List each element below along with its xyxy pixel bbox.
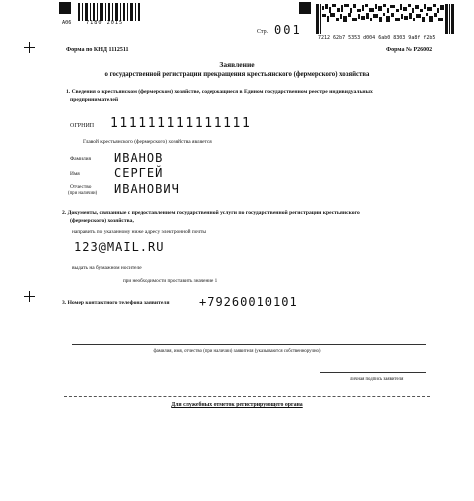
patronymic-label: Отчество (70, 184, 92, 190)
document-title: Заявление (219, 60, 255, 69)
surname-label: Фамилия (70, 156, 92, 162)
registration-cross-mid (24, 291, 35, 302)
left-barcode-digits: 7180 2015 (86, 20, 124, 26)
fio-caption: фамилия, имя, отчество (при наличии) заявителя (указываются собственноручно) (153, 349, 321, 354)
section2-heading: 2. Документы, связанные с предоставлением государственной услуги по государственной регистрации крестьянского (62, 210, 360, 216)
form-knd: Форма по КНД 1112511 (66, 47, 129, 53)
ogrnip-field[interactable]: 111111111111111 (110, 116, 252, 131)
page-label: Стр. (257, 29, 269, 35)
email-note: направить по указанному ниже адресу электронной почты (72, 229, 207, 235)
patronymic-field[interactable]: ИВАНОВИЧ (114, 182, 180, 196)
email-field[interactable]: 123@MAIL.RU (74, 240, 165, 254)
fio-line (72, 344, 426, 345)
ogrnip-label: ОГРНИП (70, 123, 95, 129)
registration-cross-top (24, 42, 35, 53)
name-field[interactable]: СЕРГЕЙ (114, 166, 164, 180)
phone-field[interactable]: +79260010101 (199, 295, 298, 309)
surname-field[interactable]: ИВАНОВ (114, 151, 164, 165)
page-number: 001 (274, 23, 302, 37)
corner-marker-tr (299, 2, 311, 14)
section1-heading-cont: предпринимателей (70, 97, 119, 103)
paper-note: выдать на бумажном носителе (72, 265, 142, 271)
corner-marker-tl (59, 2, 71, 14)
cut-line (64, 396, 430, 397)
head-note: Главой крестьянского (фермерского) хозяйства является (83, 139, 212, 145)
right-2d-barcode (316, 4, 454, 34)
official-note: Для служебных отметок регистрирующего органа (171, 402, 303, 408)
signature-caption: личная подпись заявителя (350, 377, 404, 382)
paper-hint: при необходимости проставить значение 1 (123, 278, 218, 284)
section3-heading: 3. Номер контактного телефона заявителя (62, 300, 170, 306)
section2-heading-cont: (фермерского) хозяйства, (70, 218, 134, 224)
right-barcode-digits: 7212 62b7 5353 d004 6ab0 8303 9a8f f2b5 (318, 35, 436, 41)
document-subtitle: о государственной регистрации прекращения крестьянского (фермерского) хозяйства (104, 71, 370, 78)
signature-line (320, 372, 426, 373)
patronymic-label-note: (при наличии) (68, 191, 98, 196)
form-number: Форма № Р26002 (386, 47, 433, 53)
left-barcode-label: A06 (62, 20, 72, 26)
name-label: Имя (70, 171, 80, 177)
section1-heading: 1. Сведения о крестьянском (фермерском) хозяйстве, содержащиеся в Едином государственном реестре индивидуальных (66, 89, 373, 95)
